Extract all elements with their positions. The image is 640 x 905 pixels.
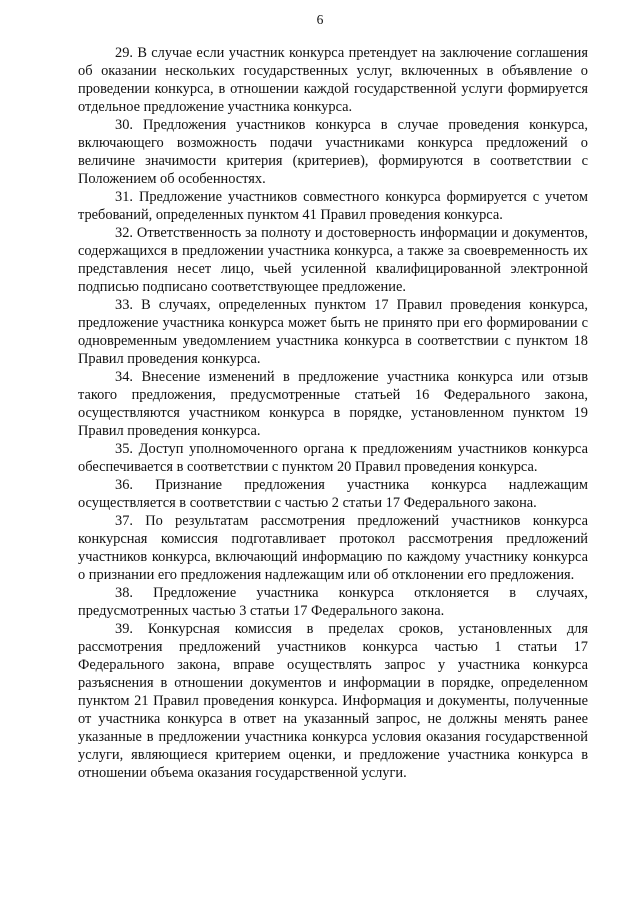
- paragraph-30: 30. Предложения участников конкурса в случае проведения конкурса, включающего возможность подачи участниками конкурса предложений о величине значимости критерия (критериев), формируются в соответствии с Положением об особенностях.: [78, 117, 588, 187]
- paragraph-39: 39. Конкурсная комиссия в пределах сроков, установленных для рассмотрения предложений участников конкурса частью 1 статьи 17 Федерального закона, вправе осуществлять запрос у участника конкурса разъяснения в отношении документов и информации в порядке, определенном пунктом 21 Правил проведения конкурса. Информация и документы, полученные от участника конкурса в ответ на указанный запрос, не должны менять ранее указанные в предложении участника конкурса условия оказания государственной услуги, являющиеся критерием оценки, и предложение участника конкурса в отношении объема оказания государственной услуги.: [78, 621, 588, 781]
- paragraph-35: 35. Доступ уполномоченного органа к предложениям участников конкурса обеспечивается в соответствии с пунктом 20 Правил проведения конкурса.: [78, 441, 588, 475]
- paragraph-34: 34. Внесение изменений в предложение участника конкурса или отзыв такого предложения, предусмотренные статьей 16 Федерального закона, осуществляются участником конкурса в порядке, установленном пунктом 19 Правил проведения конкурса.: [78, 369, 588, 439]
- page-number: 6: [316, 12, 324, 27]
- paragraph-37: 37. По результатам рассмотрения предложений участников конкурса конкурсная комиссия подготавливает протокол рассмотрения предложений участников конкурса, включающий информацию по каждому участнику конкурса о признании его предложения надлежащим или об отклонении его предложения.: [78, 513, 588, 583]
- paragraph-32: 32. Ответственность за полноту и достоверность информации и документов, содержащихся в предложении участника конкурса, а также за своевременность их представления несет лицо, чьей усиленной квалифицированной электронной подписью подписано соответствующее предложение.: [78, 225, 588, 295]
- paragraph-33: 33. В случаях, определенных пунктом 17 Правил проведения конкурса, предложение участника конкурса может быть не принято при его формировании с одновременным уведомлением участника конкурса в соответствии с пунктом 18 Правил проведения конкурса.: [78, 297, 588, 367]
- document-body: [78, 44, 588, 782]
- paragraph-38: 38. Предложение участника конкурса отклоняется в случаях, предусмотренных частью 3 статьи 17 Федерального закона.: [78, 585, 588, 619]
- paragraph-31: 31. Предложение участников совместного конкурса формируется с учетом требований, определенных пунктом 41 Правил проведения конкурса.: [78, 189, 588, 223]
- paragraph-29: 29. В случае если участник конкурса претендует на заключение соглашения об оказании нескольких государственных услуг, включенных в объявление о проведении конкурса, в отношении каждой государственной услуги формируется отдельное предложение участника конкурса.: [78, 45, 588, 115]
- paragraph-36: 36. Признание предложения участника конкурса надлежащим осуществляется в соответствии с частью 2 статьи 17 Федерального закона.: [78, 477, 588, 511]
